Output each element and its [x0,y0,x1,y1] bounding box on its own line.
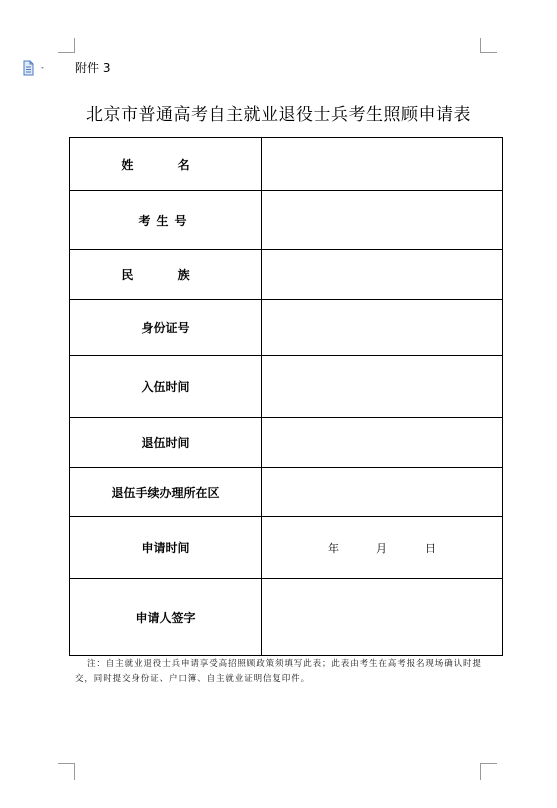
name-field[interactable] [262,138,503,191]
crop-mark-bottom-right [480,763,497,780]
ethnicity-field[interactable] [262,250,503,300]
label-id-number: 身份证号 [70,300,262,356]
date-month-label: 月 [376,541,387,555]
application-form-table [69,137,503,656]
footnote: 注：自主就业退役士兵申请享受高招照顾政策须填写此表；此表由考生在高考报名现场确认时提交，同时提交身份证、户口簿、自主就业证明信复印件。 [75,659,482,684]
date-year-label: 年 [328,541,339,555]
enlistment-date-field[interactable] [262,356,503,418]
attachment-label: 附件 3 [75,61,111,75]
date-day-label: 日 [425,541,436,555]
label-ethnicity: 民 族 [70,250,262,300]
crop-mark-top-right [480,38,497,53]
label-applicant-signature: 申请人签字 [70,579,262,656]
crop-mark-top-left [58,38,75,53]
document-icon[interactable] [22,60,50,76]
label-discharge-district: 退伍手续办理所在区 [70,468,262,517]
label-enlistment-date: 入伍时间 [70,356,262,418]
page-title: 北京市普通高考自主就业退役士兵考生照顾申请表 [86,105,471,125]
label-exam-number: 考生号 [70,191,262,250]
discharge-district-field[interactable] [262,468,503,517]
applicant-signature-field[interactable] [262,579,503,656]
label-discharge-date: 退伍时间 [70,418,262,468]
application-date-field[interactable] [262,517,503,579]
label-name: 姓 名 [70,138,262,191]
discharge-date-field[interactable] [262,418,503,468]
exam-number-field[interactable] [262,191,503,250]
id-number-field[interactable] [262,300,503,356]
label-application-date: 申请时间 [70,517,262,579]
crop-mark-bottom-left [58,763,75,780]
